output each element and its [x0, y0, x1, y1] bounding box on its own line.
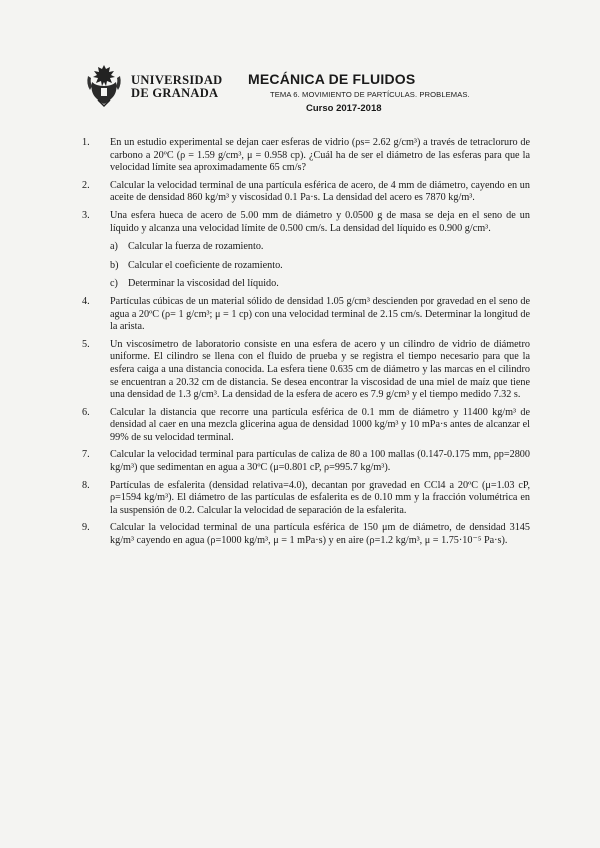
- academic-year: Curso 2017-2018: [306, 103, 382, 114]
- problem-subitem: [110, 260, 530, 273]
- university-crest-icon: [84, 62, 124, 108]
- problem-list: [82, 137, 530, 553]
- problem-text: Calcular la velocidad terminal de una partícula esférica de 150 μm de diámetro, de densidad 3145 kg/m³ cayendo en agua (ρ=1000 kg/m³, μ = 1 mPa·s) y en aire (ρ=1.2 kg/m³, μ = 1.75·10⁻⁵ Pa·s).: [110, 522, 530, 547]
- subitem-text: Calcular la fuerza de rozamiento.: [128, 241, 264, 253]
- problem-text: Partículas de esfalerita (densidad relativa=4.0), decantan por gravedad en CCl4 a 20ºC (μ=1.03 cP, ρ=1594 kg/m³). El diámetro de las partículas de esfalerita es de 0.10 mm y la fracción volumétrica en la suspensión de 0.2. Calcular la velocidad de separación de la esfalerita.: [110, 479, 530, 516]
- problem-number: 4.: [82, 295, 90, 307]
- problem-number: 7.: [82, 449, 90, 461]
- subitem-text: Determinar la viscosidad del líquido.: [128, 278, 279, 290]
- problem-text: Calcular la velocidad terminal de una partícula esférica de acero, de 4 mm de diámetro, cayendo en un aceite de densidad 860 kg/m³ y viscosidad 0.1 Pa·s. La densidad del acero es 7870 kg/m³.: [110, 179, 530, 204]
- problem-subitem: [110, 241, 530, 254]
- problem-text: Partículas cúbicas de un material sólido de densidad 1.05 g/cm³ descienden por gravedad en el seno de agua a 20ºC (ρ= 1 g/cm³; μ = 1 cp) con una velocidad terminal de 2.15 cm/s. Determinar la longitud de la arista.: [110, 295, 530, 333]
- topic-subtitle: TEMA 6. MOVIMIENTO DE PARTÍCULAS. PROBLEMAS.: [270, 90, 470, 99]
- problem-number: 8.: [82, 479, 90, 491]
- university-name-line-2: DE GRANADA: [131, 86, 219, 100]
- problem-number: 6.: [82, 406, 90, 418]
- course-title: MECÁNICA DE FLUIDOS: [248, 71, 416, 87]
- university-name: [131, 74, 223, 100]
- problem-number: 3.: [82, 209, 90, 221]
- problem-subitem: [110, 278, 530, 291]
- problem-item: [82, 449, 530, 474]
- problem-text: Calcular la velocidad terminal para partículas de caliza de 80 a 100 mallas (0.147-0.175 mm, ρp=2800 kg/m³) que sedimentan en agua a 30ºC (μ=0.801 cP, ρ=995.7 kg/m³).: [110, 449, 530, 474]
- subitem-letter: b): [110, 259, 119, 271]
- subitem-text: Calcular el coeficiente de rozamiento.: [128, 259, 283, 271]
- problem-number: 2.: [82, 179, 90, 191]
- problem-text: En un estudio experimental se dejan caer esferas de vidrio (ρs= 2.62 g/cm³) a través de tetracloruro de carbono a 20ºC (ρ = 1.59 g/cm³, μ = 0.958 cp). ¿Cuál ha de ser el diámetro de las esferas para que la velocidad límite sea aproximadamente 65 cm/s?: [110, 137, 530, 174]
- problem-number: 1.: [82, 137, 90, 148]
- problem-text: Una esfera hueca de acero de 5.00 mm de diámetro y 0.0500 g de masa se deja en el seno de un líquido y alcanza una velocidad límite de 0.500 cm/s. La densidad del líquido es 0.900 g/cm³.: [110, 209, 530, 234]
- problem-item: [82, 479, 530, 518]
- subitem-letter: c): [110, 278, 118, 290]
- problem-item: [82, 179, 530, 205]
- problem-text: Un viscosímetro de laboratorio consiste en una esfera de acero y un cilindro de vidrio de diámetro uniforme. El cilindro se llena con el fluido de prueba y se registra el tiempo necesario para que la esfera caiga a una distancia conocida. La esfera tiene 0.635 cm de diámetro y las marcas en el cilindro se encuentran a 20.32 cm de distancia. Se desea encontrar la viscosidad de una miel de maíz que tiene una densidad de 1.3 g/cm³. La densidad de la esfera de acero es 7.9 g/cm³ y el tiempo medido 7.32 s.: [110, 338, 530, 401]
- problem-item: [82, 209, 530, 291]
- problem-item: [82, 406, 530, 445]
- problem-item: [82, 338, 530, 402]
- document-header: [84, 62, 524, 132]
- problem-number: 5.: [82, 338, 90, 350]
- problem-text: Calcular la distancia que recorre una partícula esférica de 0.1 mm de diámetro y 11400 kg/m³ de densidad al caer en una mezcla glicerina agua de densidad 1000 kg/m³ y 10 mPa·s antes de alcanzar el 99% de su velocidad terminal.: [110, 406, 530, 443]
- problem-item: [82, 137, 530, 175]
- problem-item: [82, 522, 530, 547]
- university-name-line-1: UNIVERSIDAD: [131, 73, 223, 87]
- problem-number: 9.: [82, 522, 90, 534]
- problem-item: [82, 295, 530, 334]
- subitem-letter: a): [110, 241, 118, 253]
